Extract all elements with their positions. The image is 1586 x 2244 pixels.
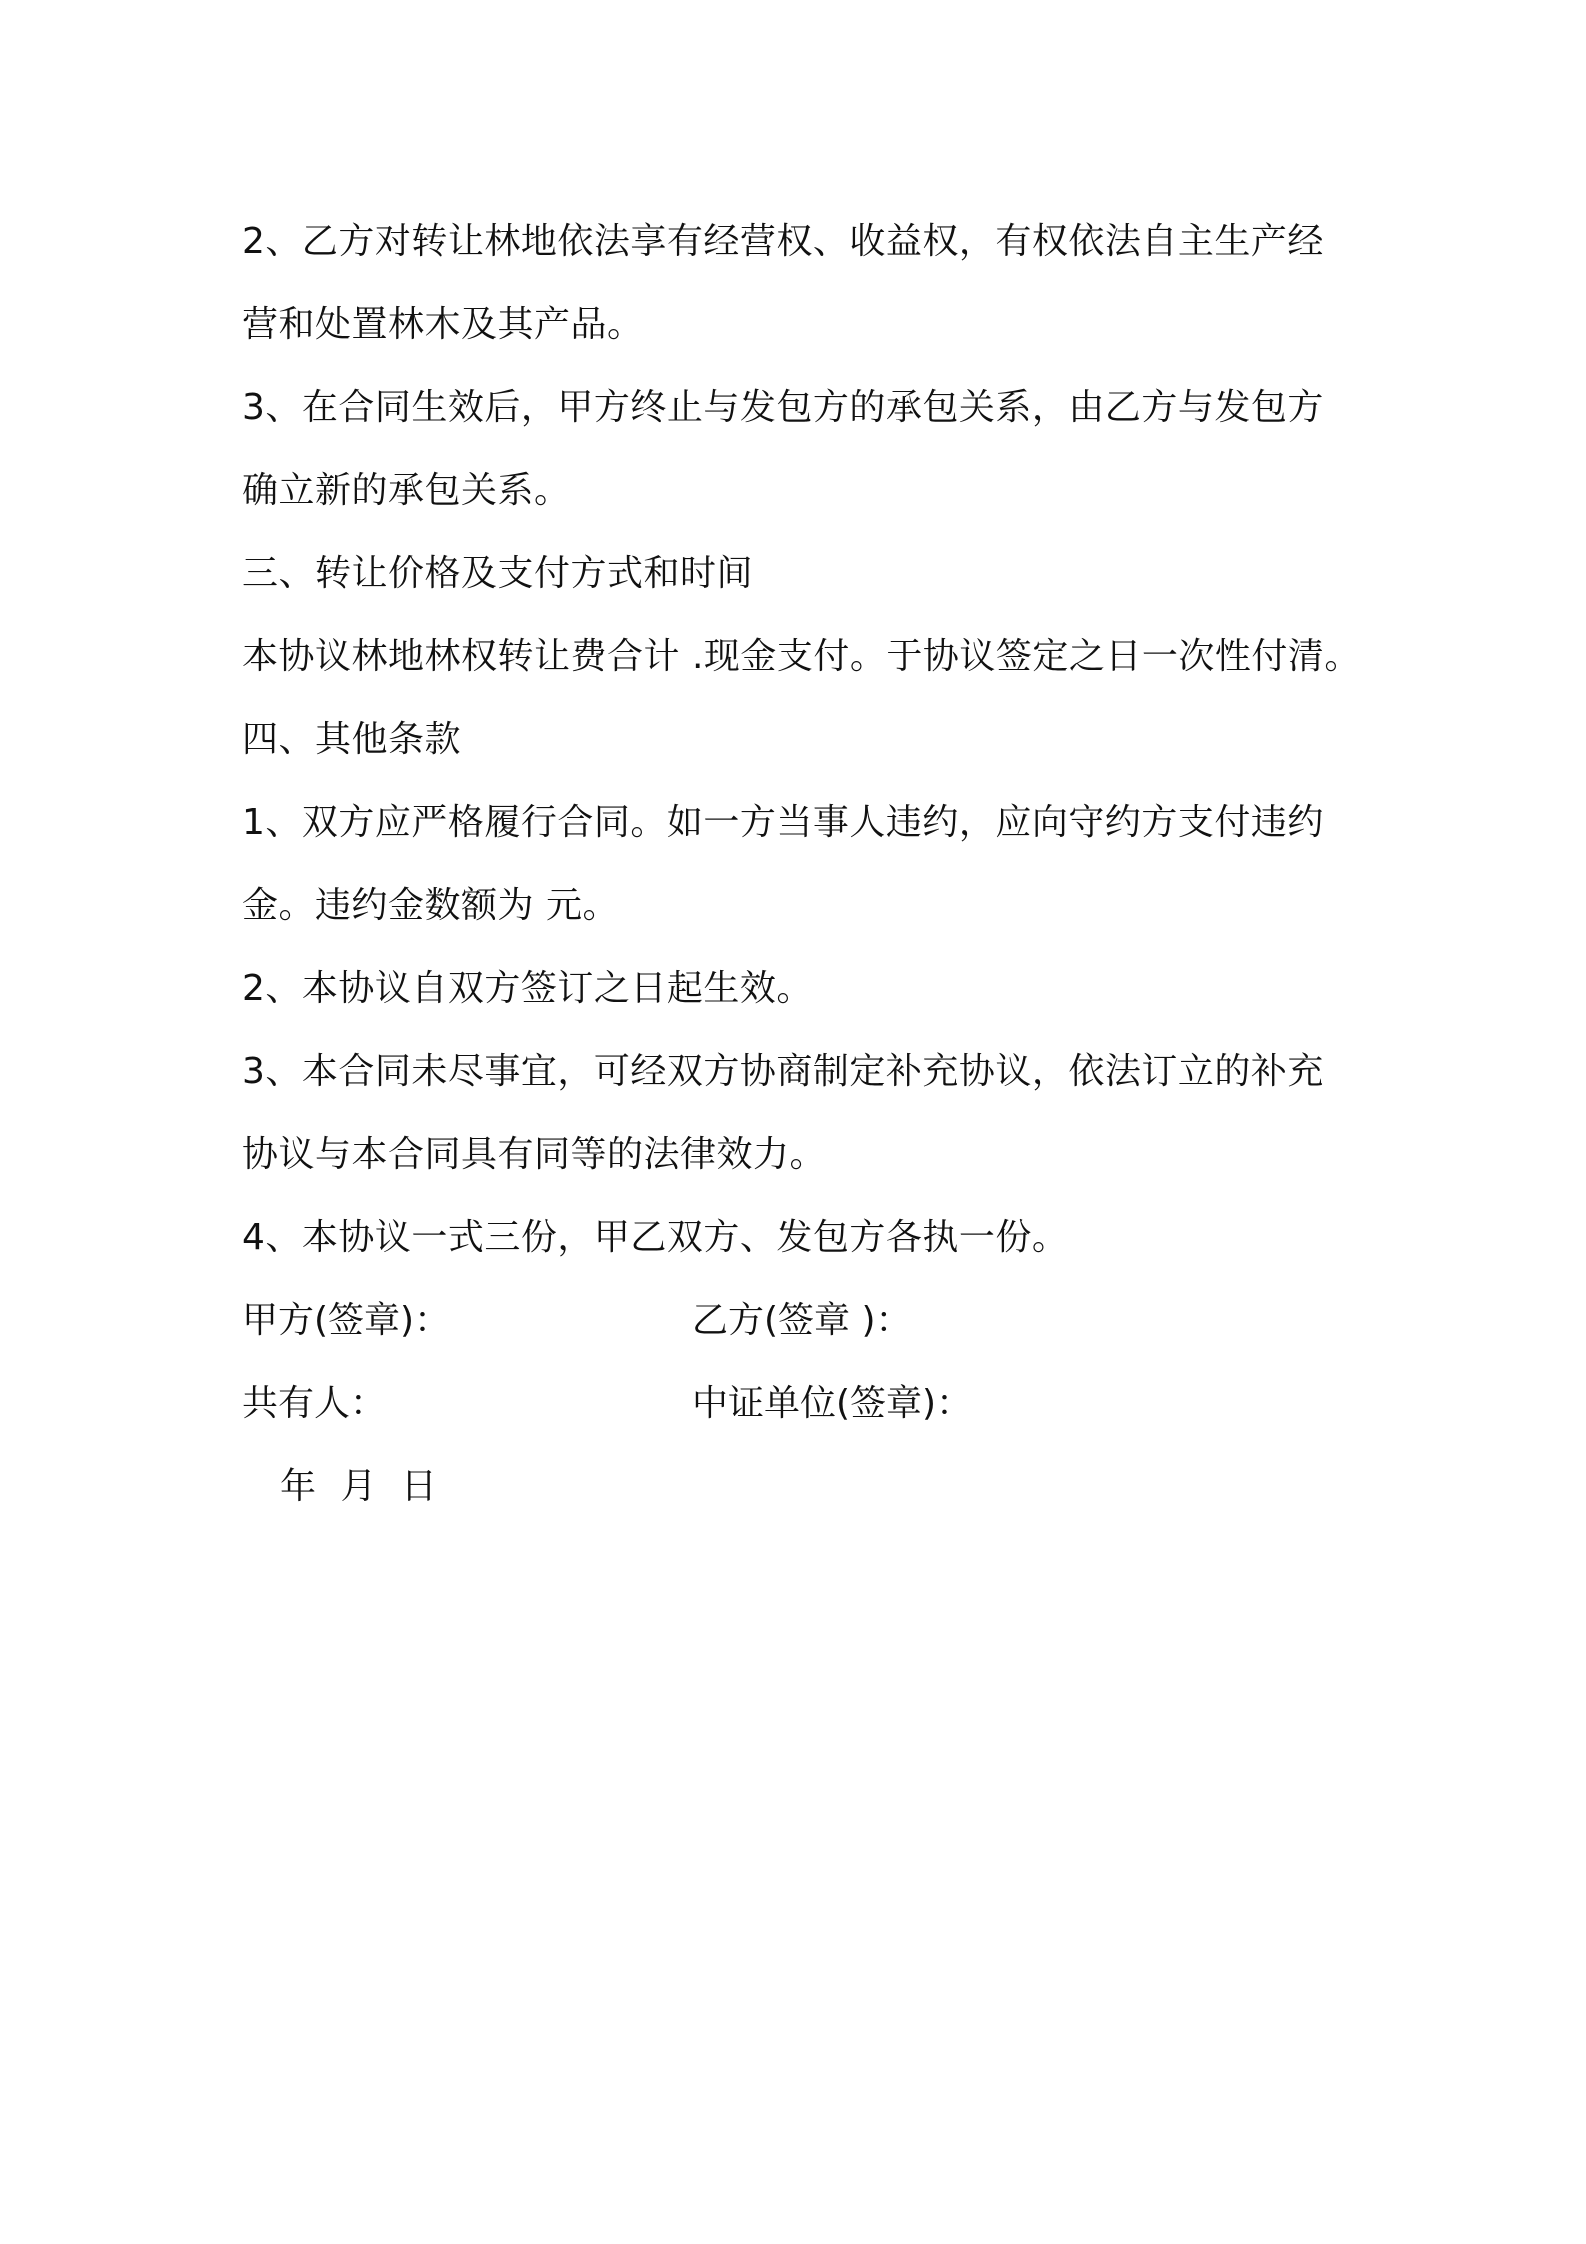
party-b-signature-label: 乙方(签章 )： [692,1300,912,1341]
other-clause-1-line-2: 金。违约金数额为 元。 [242,885,619,926]
clause-3-line-1: 3、在合同生效后，甲方终止与发包方的承包关系，由乙方与发包方 [242,387,1324,428]
signature-row-1 [242,1279,1422,1362]
section-4-heading: 四、其他条款 [242,719,462,760]
other-clause-3-line-2: 协议与本合同具有同等的法律效力。 [242,1134,827,1175]
document-body [242,200,1422,1528]
witness-signature-label: 中证单位(签章)： [692,1383,973,1424]
signature-row-2 [242,1362,1422,1445]
date-line: 年 月 日 [280,1466,438,1507]
co-owner-label: 共有人： [242,1383,387,1424]
section-3-heading: 三、转让价格及支付方式和时间 [242,553,754,594]
other-clause-3-line-1: 3、本合同未尽事宜，可经双方协商制定补充协议，依法订立的补充 [242,1051,1324,1092]
clause-2-line-1: 2、乙方对转让林地依法享有经营权、收益权，有权依法自主生产经 [242,221,1324,262]
clause-2-line-2: 营和处置林木及其产品。 [242,304,644,345]
other-clause-4: 4、本协议一式三份，甲乙双方、发包方各执一份。 [242,1217,1069,1258]
payment-terms: 本协议林地林权转让费合计 .现金支付。于协议签定之日一次性付清。 [242,636,1361,677]
other-clause-1-line-1: 1、双方应严格履行合同。如一方当事人违约，应向守约方支付违约 [242,802,1324,843]
clause-3-line-2: 确立新的承包关系。 [242,470,571,511]
party-a-signature-label: 甲方(签章)： [242,1300,451,1341]
other-clause-2: 2、本协议自双方签订之日起生效。 [242,968,813,1009]
